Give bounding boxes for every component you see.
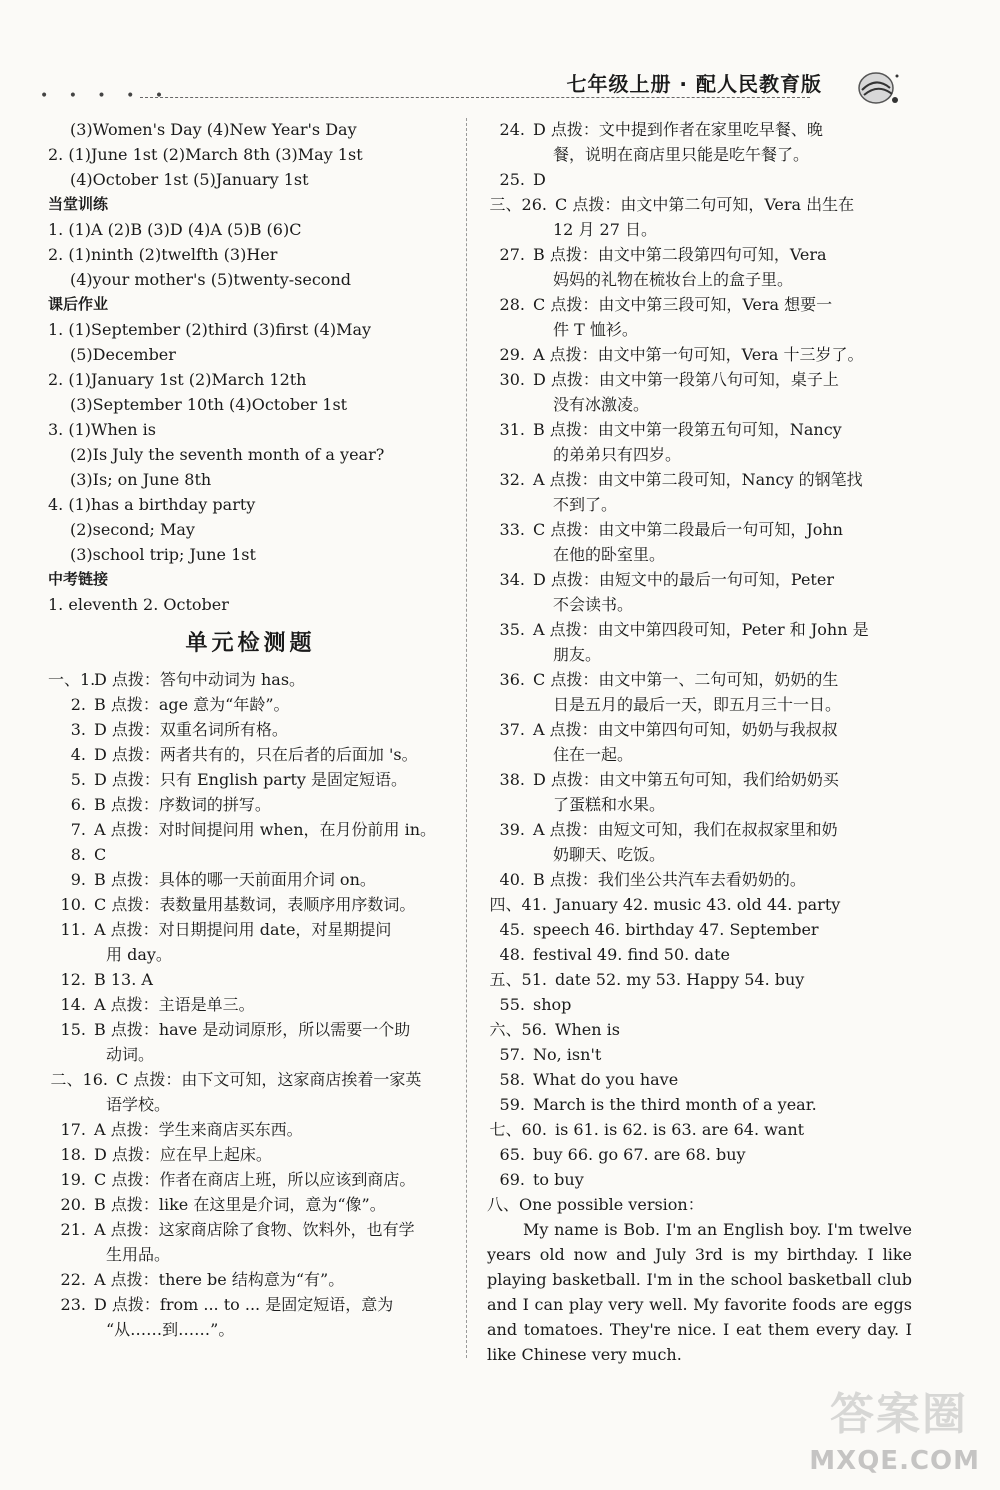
answer-text: D 点拨：两者共有的，只在后者的后面加 's。 [94, 745, 418, 764]
answer-item [487, 917, 912, 942]
answer-line: (2)Is July the seventh month of a year? [70, 445, 385, 464]
essay-paragraph: My name is Bob. I'm an English boy. I'm twelve years old now and July 3rd is my birthday. I like playing basketball. I'm in the school basketball club and I can play very well. My favorite foods are eggs and tomatoes. They're nice. I eat them every day. I like Chinese very much. [487, 1220, 912, 1364]
column-divider [466, 118, 467, 1358]
answer-text: C 点拨：由文中第三段可知，Vera 想要一 [533, 295, 833, 314]
unit-answer-list [48, 667, 453, 1342]
answer-number: 39. [499, 820, 525, 839]
answer-continuation: 动词。 [106, 1045, 155, 1064]
answer-item [487, 342, 912, 367]
book-logo-icon [856, 68, 900, 106]
answer-text: B 点拨：序数词的拼写。 [94, 795, 271, 814]
answer-text: B 点拨：have 是动词原形，所以需要一个助 [94, 1020, 411, 1039]
answer-number: 11. [60, 920, 86, 939]
answer-text: A 点拨：学生来商店买东西。 [94, 1120, 303, 1139]
answer-number: 三、26. [489, 195, 547, 214]
answer-text: D 点拨：由文中第一段第八句可知，桌子上 [533, 370, 839, 389]
answer-item [48, 867, 453, 892]
answer-line: (5)December [70, 345, 176, 364]
answer-line: 2. (1)January 1st (2)March 12th [48, 370, 307, 389]
answer-item [48, 917, 453, 942]
header-dots: • • • • • [40, 88, 172, 104]
answer-text: D 点拨：文中提到作者在家里吃早餐、晚 [533, 120, 823, 139]
answer-item [487, 992, 912, 1017]
answer-number: 58. [499, 1070, 525, 1089]
answer-item [487, 717, 912, 742]
answer-number: 34. [499, 570, 525, 589]
answer-item [48, 667, 453, 692]
answer-continuation: 奶聊天、吃饭。 [553, 845, 666, 864]
answer-text: is 61. is 62. is 63. are 64. want [555, 1120, 805, 1139]
answer-text: A 点拨：主语是单三。 [94, 995, 255, 1014]
answer-text: A 点拨：由短文可知，我们在叔叔家里和奶 [533, 820, 838, 839]
answer-number: 3. [70, 720, 86, 739]
answer-line: 1. (1)A (2)B (3)D (4)A (5)B (6)C [48, 220, 302, 239]
answer-text: C 点拨：由下文可知，这家商店挨着一家英 [116, 1070, 422, 1089]
answer-continuation: 了蛋糕和水果。 [553, 795, 666, 814]
answer-text: C 点拨：由文中第二句可知，Vera 出生在 [555, 195, 855, 214]
answer-item [487, 1067, 912, 1092]
answer-number: 17. [60, 1120, 86, 1139]
answer-text: C [94, 845, 107, 864]
answer-text: D 点拨：应在早上起床。 [94, 1145, 272, 1164]
unit-test-title: 单元检测题 [185, 631, 316, 656]
answer-item [48, 1267, 453, 1292]
answer-item [48, 1142, 453, 1167]
watermark-text: MXQE.COM [809, 1446, 980, 1476]
answer-text: festival 49. find 50. date [533, 945, 730, 964]
answer-number: 五、51. [489, 970, 547, 989]
answer-item [487, 1042, 912, 1067]
answer-text: January 42. music 43. old 44. party [555, 895, 841, 914]
answer-text: B 点拨：like 在这里是介词，意为“像”。 [94, 1195, 386, 1214]
answer-text: A 点拨：这家商店除了食物、饮料外，也有学 [94, 1220, 415, 1239]
answer-text: What do you have [533, 1070, 679, 1089]
answer-number: 20. [60, 1195, 86, 1214]
answer-item [48, 1067, 453, 1092]
answer-item [487, 617, 912, 642]
section-heading: 当堂训练 [48, 195, 109, 213]
answer-text: date 52. my 53. Happy 54. buy [555, 970, 805, 989]
answer-number: 48. [499, 945, 525, 964]
answer-number: 40. [499, 870, 525, 889]
answer-item [48, 1117, 453, 1142]
watermark-logo: 答案圈 [830, 1389, 968, 1440]
answer-text: shop [533, 995, 572, 1014]
answer-item [487, 367, 912, 392]
answer-text: A 点拨：对日期提问用 date，对星期提问 [94, 920, 392, 939]
essay-heading: 八、One possible version： [487, 1195, 704, 1214]
answer-item [48, 692, 453, 717]
answer-text: March is the third month of a year. [533, 1095, 817, 1114]
answer-number: 2. [70, 695, 86, 714]
answer-item [487, 467, 912, 492]
answer-item [487, 1092, 912, 1117]
answer-number: 4. [70, 745, 86, 764]
answer-item [48, 742, 453, 767]
answer-item [487, 517, 912, 542]
answer-item [487, 242, 912, 267]
answer-text: D 点拨：由文中第五句可知，我们给奶奶买 [533, 770, 839, 789]
answer-text: B 点拨：age 意为“年龄”。 [94, 695, 290, 714]
answer-number: 25. [499, 170, 525, 189]
answer-text: B 点拨：由文中第一段第五句可知，Nancy [533, 420, 842, 439]
answer-continuation: 日是五月的最后一天，即五月三十一日。 [553, 695, 842, 714]
answer-text: A 点拨：由文中第四句可知，奶奶与我叔叔 [533, 720, 838, 739]
answer-text: A 点拨：there be 结构意为“有”。 [94, 1270, 345, 1289]
answer-number: 9. [70, 870, 86, 889]
answer-text: D 点拨：只有 English party 是固定短语。 [94, 770, 408, 789]
answer-continuation: 朋友。 [553, 645, 602, 664]
answer-number: 19. [60, 1170, 86, 1189]
answer-line: (3)school trip; June 1st [70, 545, 256, 564]
answer-text: A 点拨：对时间提问用 when，在月份前用 in。 [94, 820, 437, 839]
answer-number: 二、16. [50, 1070, 108, 1089]
left-column [48, 117, 453, 1342]
answer-number: 14. [60, 995, 86, 1014]
answer-item [48, 1217, 453, 1242]
watermark [780, 1385, 990, 1480]
answer-number: 5. [70, 770, 86, 789]
answer-number: 24. [499, 120, 525, 139]
answer-text: B 点拨：由文中第二段第四句可知，Vera [533, 245, 827, 264]
answer-text: speech 46. birthday 47. September [533, 920, 819, 939]
answer-continuation: 妈妈的礼物在梳妆台上的盒子里。 [553, 270, 794, 289]
answer-item [487, 292, 912, 317]
answer-item [48, 817, 453, 842]
answer-number: 37. [499, 720, 525, 739]
answer-continuation: 不到了。 [553, 495, 618, 514]
answer-number: 69. [499, 1170, 525, 1189]
answer-item [487, 117, 912, 142]
answer-text: D 点拨：from ... to ... 是固定短语，意为 [94, 1295, 394, 1314]
answer-item [487, 667, 912, 692]
answer-line: 3. (1)When is [48, 420, 156, 439]
answer-number: 四、41. [489, 895, 547, 914]
answer-number: 15. [60, 1020, 86, 1039]
answer-number: 59. [499, 1095, 525, 1114]
answer-text: A 点拨：由文中第一句可知，Vera 十三岁了。 [533, 345, 864, 364]
answer-number: 32. [499, 470, 525, 489]
answer-number: 33. [499, 520, 525, 539]
answer-line: (4)October 1st (5)January 1st [70, 170, 309, 189]
answer-item [487, 867, 912, 892]
answer-item [487, 1167, 912, 1192]
answer-line: 1. eleventh 2. October [48, 595, 229, 614]
answer-item [487, 942, 912, 967]
answer-item [487, 192, 912, 217]
answer-text: No, isn't [533, 1045, 602, 1064]
answer-continuation: 餐，说明在商店里只能是吃午餐了。 [553, 145, 810, 164]
answer-number: 35. [499, 620, 525, 639]
answer-number: 6. [70, 795, 86, 814]
answer-number: 36. [499, 670, 525, 689]
answer-text: A 点拨：由文中第四段可知，Peter 和 John 是 [533, 620, 869, 639]
answer-item [487, 817, 912, 842]
answer-number: 7. [70, 820, 86, 839]
answer-item [48, 842, 453, 867]
answer-line: 1. (1)September (2)third (3)first (4)May [48, 320, 372, 339]
answer-number: 22. [60, 1270, 86, 1289]
answer-item [48, 767, 453, 792]
answer-item [487, 1142, 912, 1167]
answer-text: buy 66. go 67. are 68. buy [533, 1145, 746, 1164]
answer-number: 45. [499, 920, 525, 939]
answer-text: C 点拨：表数量用基数词，表顺序用序数词。 [94, 895, 416, 914]
answer-continuation: 在他的卧室里。 [553, 545, 666, 564]
answer-continuation: 的弟弟只有四岁。 [553, 445, 682, 464]
answer-text: B 点拨：具体的哪一天前面用介词 on。 [94, 870, 376, 889]
answer-number: 21. [60, 1220, 86, 1239]
answer-text: C 点拨：由文中第一、二句可知，奶奶的生 [533, 670, 839, 689]
answer-text: D 点拨：双重名词所有格。 [94, 720, 288, 739]
answer-number: 57. [499, 1045, 525, 1064]
answer-number: 29. [499, 345, 525, 364]
header-title: 七年级上册 · 配人民教育版 [566, 72, 822, 96]
answer-continuation: 件 T 恤衫。 [553, 320, 638, 339]
answer-line: 2. (1)June 1st (2)March 8th (3)May 1st [48, 145, 363, 164]
answer-line: (4)your mother's (5)twenty-second [70, 270, 351, 289]
answer-text: When is [555, 1020, 620, 1039]
header-rule [140, 97, 810, 98]
answer-number: 55. [499, 995, 525, 1014]
answer-item [48, 967, 453, 992]
answer-number: 12. [60, 970, 86, 989]
answer-text: C 点拨：作者在商店上班，所以应该到商店。 [94, 1170, 416, 1189]
answer-number: 27. [499, 245, 525, 264]
answer-item [487, 417, 912, 442]
answer-item [48, 717, 453, 742]
answer-number: 23. [60, 1295, 86, 1314]
answer-number: 六、56. [489, 1020, 547, 1039]
answer-text: D 点拨：答句中动词为 has。 [94, 670, 306, 689]
answer-text: B 点拨：我们坐公共汽车去看奶奶的。 [533, 870, 806, 889]
answer-number: 10. [60, 895, 86, 914]
answer-item [48, 1192, 453, 1217]
answer-continuation: 12 月 27 日。 [553, 220, 657, 239]
page-header [40, 60, 960, 110]
section-heading: 中考链接 [48, 570, 109, 588]
answer-number: 30. [499, 370, 525, 389]
answer-text: D 点拨：由短文中的最后一句可知，Peter [533, 570, 834, 589]
answer-item [48, 792, 453, 817]
answer-number: 一、1. [48, 670, 96, 689]
answer-number: 31. [499, 420, 525, 439]
answer-line: (3)Women's Day (4)New Year's Day [70, 120, 357, 139]
answer-number: 28. [499, 295, 525, 314]
answer-line: (3)September 10th (4)October 1st [70, 395, 348, 414]
answer-item [48, 1017, 453, 1042]
answer-item [48, 1167, 453, 1192]
answer-text: to buy [533, 1170, 584, 1189]
answer-continuation: 没有冰激凌。 [553, 395, 650, 414]
answer-continuation: “从……到……”。 [106, 1320, 235, 1339]
right-column [487, 117, 912, 1367]
answer-line: 2. (1)ninth (2)twelfth (3)Her [48, 245, 278, 264]
answer-item [487, 167, 912, 192]
answer-line: (3)Is; on June 8th [70, 470, 212, 489]
answer-text: B 13. A [94, 970, 153, 989]
answer-continuation: 住在一起。 [553, 745, 634, 764]
answer-number: 18. [60, 1145, 86, 1164]
answer-continuation: 生用品。 [106, 1245, 171, 1264]
section-heading: 课后作业 [48, 295, 109, 313]
answer-text: C 点拨：由文中第二段最后一句可知，John [533, 520, 843, 539]
answer-item [487, 567, 912, 592]
answer-line: (2)second; May [70, 520, 195, 539]
answer-number: 七、60. [489, 1120, 547, 1139]
answer-item [48, 1292, 453, 1317]
answer-item [48, 892, 453, 917]
answer-item [487, 892, 912, 917]
answer-text: D [533, 170, 546, 189]
answer-continuation: 不会读书。 [553, 595, 634, 614]
answer-number: 38. [499, 770, 525, 789]
answer-text: A 点拨：由文中第二段可知，Nancy 的钢笔找 [533, 470, 863, 489]
answer-item [487, 1017, 912, 1042]
answer-number: 65. [499, 1145, 525, 1164]
answer-continuation: 用 day。 [106, 945, 172, 964]
answer-item [487, 767, 912, 792]
answer-continuation: 语学校。 [106, 1095, 171, 1114]
answer-number: 8. [70, 845, 86, 864]
answer-line: 4. (1)has a birthday party [48, 495, 256, 514]
answer-item [487, 1117, 912, 1142]
answer-list [487, 117, 912, 1192]
answer-item [48, 992, 453, 1017]
answer-item [487, 967, 912, 992]
